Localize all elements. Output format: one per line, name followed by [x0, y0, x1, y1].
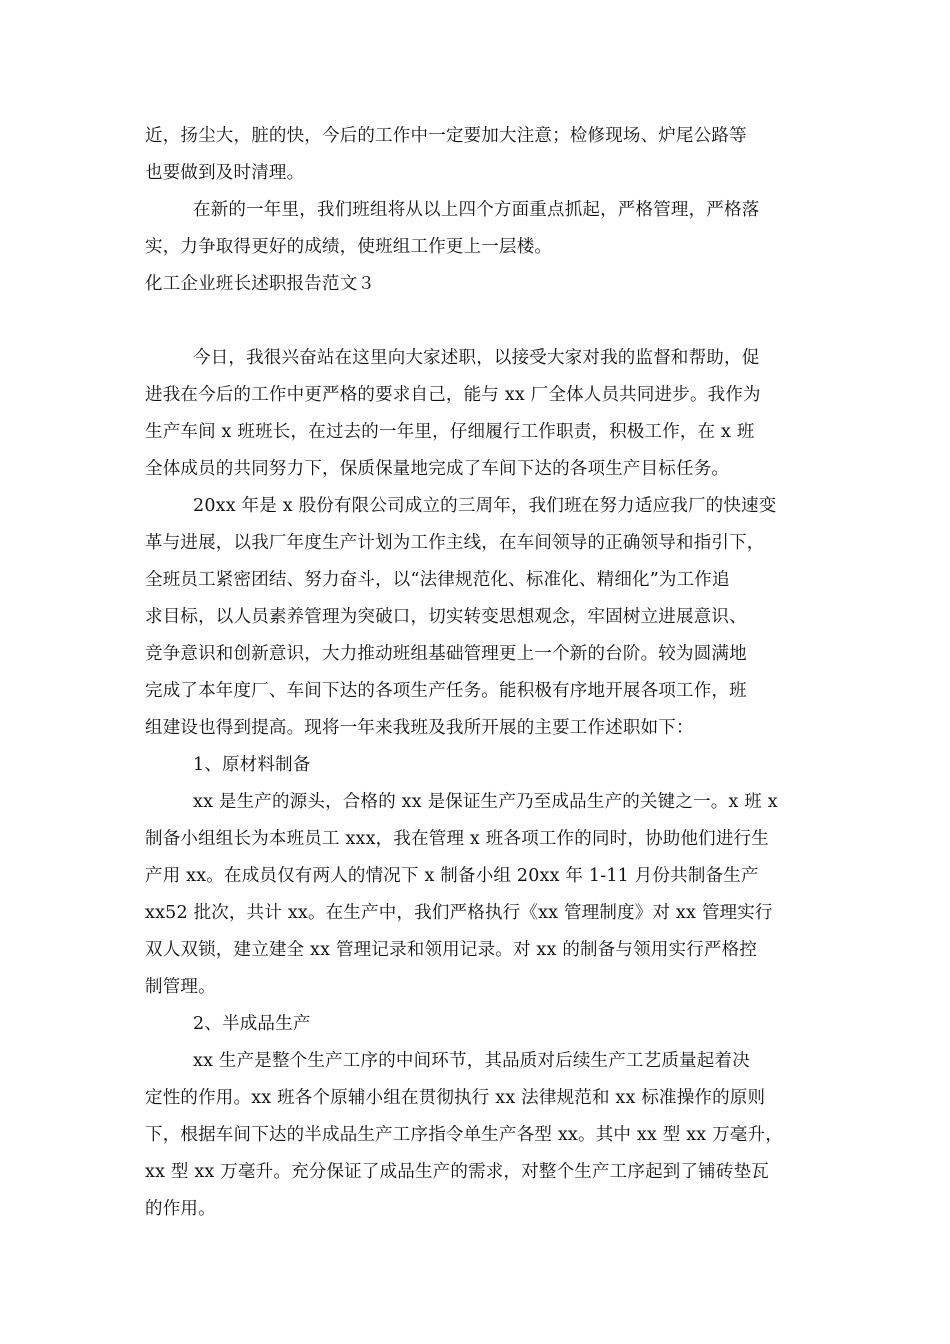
text-line: 求目标，以人员素养管理为突破口，切实转变思想观念，牢固树立进展意识、	[145, 607, 747, 627]
document-body	[145, 118, 805, 1228]
text-line: 组建设也得到提高。现将一年来我班及我所开展的主要工作述职如下：	[145, 718, 694, 738]
text-line: 产用 xx。在成员仅有两人的情况下 x 制备小组 20xx 年 1-11 月份共制备生产	[145, 866, 759, 886]
text-line: 完成了本年度厂、车间下达的各项生产任务。能积极有序地开展各项工作，班	[145, 681, 747, 701]
text-line: 竞争意识和创新意识，大力推动班组基础管理更上一个新的台阶。较为圆满地	[145, 644, 747, 664]
text-line: xx52 批次，共计 xx。在生产中，我们严格执行《xx 管理制度》对 xx 管理实行	[145, 903, 773, 923]
text-line: 双人双锁，建立建全 xx 管理记录和领用记录。对 xx 的制备与领用实行严格控	[145, 940, 758, 960]
text-line: xx 生产是整个生产工序的中间环节，其品质对后续生产工艺质量起着决	[193, 1051, 750, 1071]
text-line: 近，扬尘大，脏的快，今后的工作中一定要加大注意；检修现场、炉尾公路等	[145, 126, 747, 146]
text-line: 20xx 年是 x 股份有限公司成立的三周年，我们班在努力适应我厂的快速变	[193, 496, 777, 516]
text-line: 进我在今后的工作中更严格的要求自己，能与 xx 厂全体人员共同进步。我作为	[145, 385, 761, 405]
text-line: 下，根据车间下达的半成品生产工序指令单生产各型 xx。其中 xx 型 xx 万毫升，	[145, 1125, 783, 1145]
text-line: 生产车间 x 班班长，在过去的一年里，仔细履行工作职责，积极工作，在 x 班	[145, 422, 755, 442]
text-line: 全体成员的共同努力下，保质保量地完成了车间下达的各项生产目标任务。	[145, 459, 730, 479]
text-line: 实，力争取得更好的成绩，使班组工作更上一层楼。	[145, 237, 553, 257]
section-heading: 化工企业班长述职报告范文３	[145, 274, 376, 294]
text-line: 制管理。	[145, 977, 216, 997]
blank-line	[145, 303, 805, 340]
text-line: 制备小组组长为本班员工 xxx，我在管理 x 班各项工作的同时，协助他们进行生	[145, 829, 769, 849]
text-line: 1、原材料制备	[193, 755, 311, 775]
text-line: 全班员工紧密团结、努力奋斗，以“法律规范化、标准化、精细化”为工作追	[145, 570, 730, 590]
text-line: 在新的一年里，我们班组将从以上四个方面重点抓起，严格管理，严格落	[193, 200, 760, 220]
text-line: 革与进展，以我厂年度生产计划为工作主线，在车间领导的正确领导和指引下，	[145, 533, 765, 553]
text-line: 定性的作用。xx 班各个原辅小组在贯彻执行 xx 法律规范和 xx 标准操作的原则	[145, 1088, 766, 1108]
text-line: 也要做到及时清理。	[145, 163, 305, 183]
text-line: 2、半成品生产	[193, 1014, 311, 1034]
text-line: xx 型 xx 万毫升。充分保证了成品生产的需求，对整个生产工序起到了铺砖垫瓦	[145, 1162, 769, 1182]
text-line: 今日，我很兴奋站在这里向大家述职，以接受大家对我的监督和帮助，促	[193, 348, 760, 368]
text-line: 的作用。	[145, 1199, 216, 1219]
text-line: xx 是生产的源头，合格的 xx 是保证生产乃至成品生产的关键之一。x 班 x	[193, 792, 778, 812]
